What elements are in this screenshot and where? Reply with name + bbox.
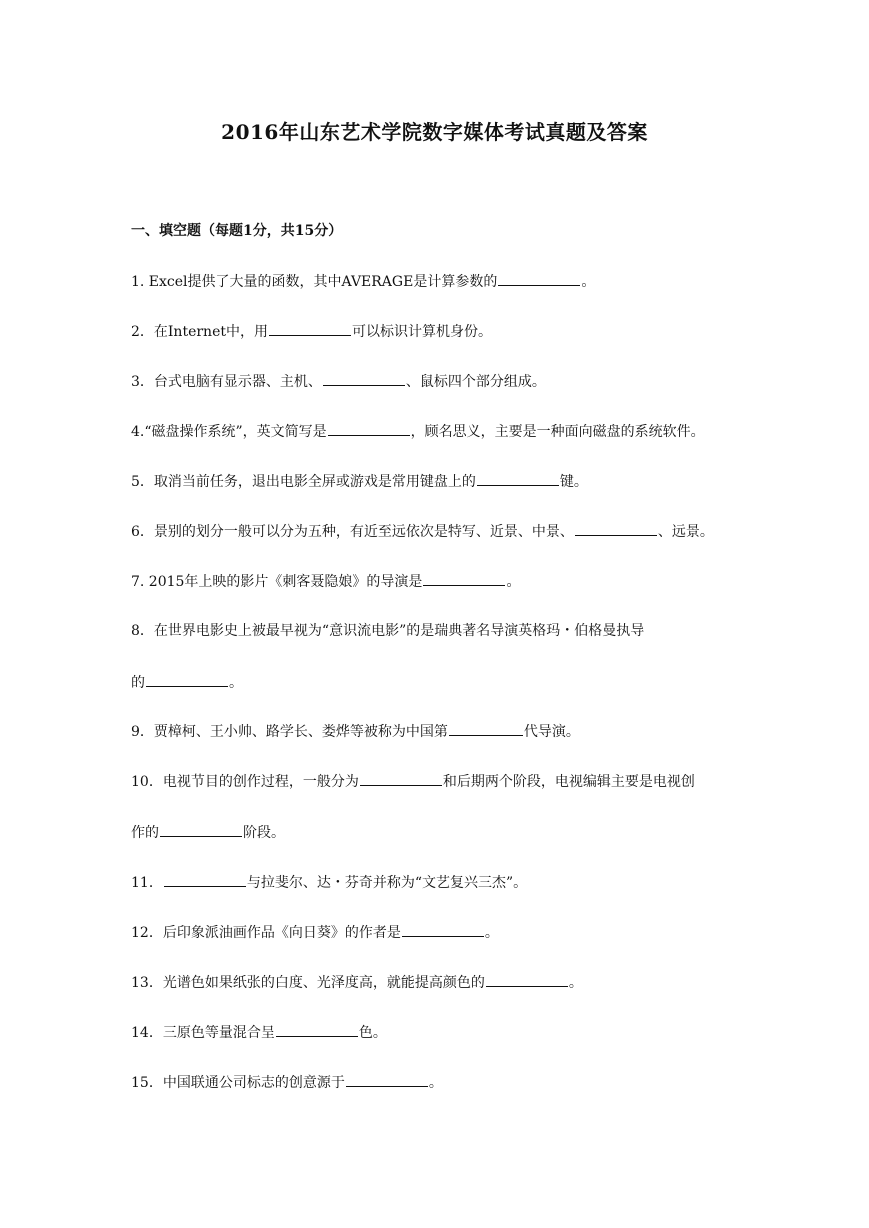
question-13 [131, 972, 583, 993]
answer-blank [164, 872, 246, 887]
question-8-continued [131, 672, 243, 693]
question-text: 。 [428, 1075, 443, 1091]
question-text: 9．贾樟柯、王小帅、路学长、娄烨等被称为中国第 [131, 724, 448, 740]
question-text: 、远景。 [657, 524, 714, 540]
question-text: 。 [506, 574, 521, 590]
question-text: 15．中国联通公司标志的创意源于 [131, 1075, 345, 1091]
answer-blank [276, 1022, 358, 1037]
question-14 [131, 1022, 387, 1043]
question-8 [131, 621, 644, 641]
question-text: 。 [568, 975, 583, 991]
question-7 [131, 571, 520, 592]
answer-blank [449, 721, 523, 736]
question-4 [131, 421, 705, 442]
question-10 [131, 771, 695, 792]
question-text: 的 [131, 675, 145, 691]
question-3 [131, 371, 546, 392]
question-text: 、鼠标四个部分组成。 [405, 374, 546, 390]
answer-blank [360, 771, 442, 786]
question-text: 3．台式电脑有显示器、主机、 [131, 374, 322, 390]
question-1 [131, 271, 595, 292]
question-9 [131, 721, 580, 742]
question-text: 13．光谱色如果纸张的白度、光泽度高，就能提高颜色的 [131, 975, 485, 991]
answer-blank [323, 371, 405, 386]
question-text: 。 [581, 274, 596, 290]
question-text: 1. Excel提供了大量的函数，其中AVERAGE是计算参数的 [131, 274, 498, 290]
question-11 [131, 872, 527, 893]
answer-blank [486, 972, 568, 987]
question-text: 10．电视节目的创作过程，一般分为 [131, 774, 359, 790]
question-15 [131, 1072, 443, 1093]
question-10-continued [131, 822, 285, 843]
question-text: 14．三原色等量混合呈 [131, 1025, 275, 1041]
question-text: 代导演。 [523, 724, 580, 740]
question-text: 2．在Internet中，用 [131, 324, 268, 340]
question-text: 5．取消当前任务，退出电影全屏或游戏是常用键盘上的 [131, 474, 476, 490]
question-text: 可以标识计算机身份。 [352, 324, 492, 340]
question-6 [131, 521, 714, 542]
question-12 [131, 922, 499, 943]
answer-blank [160, 822, 242, 837]
question-text: 键。 [559, 474, 588, 490]
answer-blank [575, 521, 657, 536]
question-text: 11． [131, 875, 163, 891]
answer-blank [346, 1072, 428, 1087]
question-text: 4.“磁盘操作系统”，英文简写是 [131, 424, 327, 440]
question-text: 作的 [131, 825, 159, 841]
question-text: 阶段。 [243, 825, 285, 841]
answer-blank [498, 271, 580, 286]
document-title: 2016年山东艺术学院数字媒体考试真题及答案 [221, 120, 648, 144]
question-text: 色。 [358, 1025, 387, 1041]
question-text: 7. 2015年上映的影片《刺客聂隐娘》的导演是 [131, 574, 423, 590]
answer-blank [328, 421, 410, 436]
question-text: 和后期两个阶段，电视编辑主要是电视创 [442, 774, 695, 790]
question-text: 6．景别的划分一般可以分为五种，有近至远依次是特写、近景、中景、 [131, 524, 574, 540]
question-text: 与拉斐尔、达・芬奇并称为“文艺复兴三杰”。 [246, 875, 528, 891]
answer-blank [146, 672, 228, 687]
answer-blank [423, 571, 505, 586]
question-2 [131, 321, 492, 342]
answer-blank [269, 321, 351, 336]
answer-blank [402, 922, 484, 937]
question-text: ，顾名思义，主要是一种面向磁盘的系统软件。 [410, 424, 705, 440]
answer-blank [477, 471, 559, 486]
question-text: 12．后印象派油画作品《向日葵》的作者是 [131, 925, 401, 941]
question-text: 8．在世界电影史上被最早视为“意识流电影”的是瑞典著名导演英格玛・伯格曼执导 [131, 623, 645, 639]
section-heading: 一、填空题（每题1分，共15分） [131, 223, 343, 239]
question-5 [131, 471, 588, 492]
question-text: 。 [484, 925, 499, 941]
question-text: 。 [229, 675, 243, 691]
